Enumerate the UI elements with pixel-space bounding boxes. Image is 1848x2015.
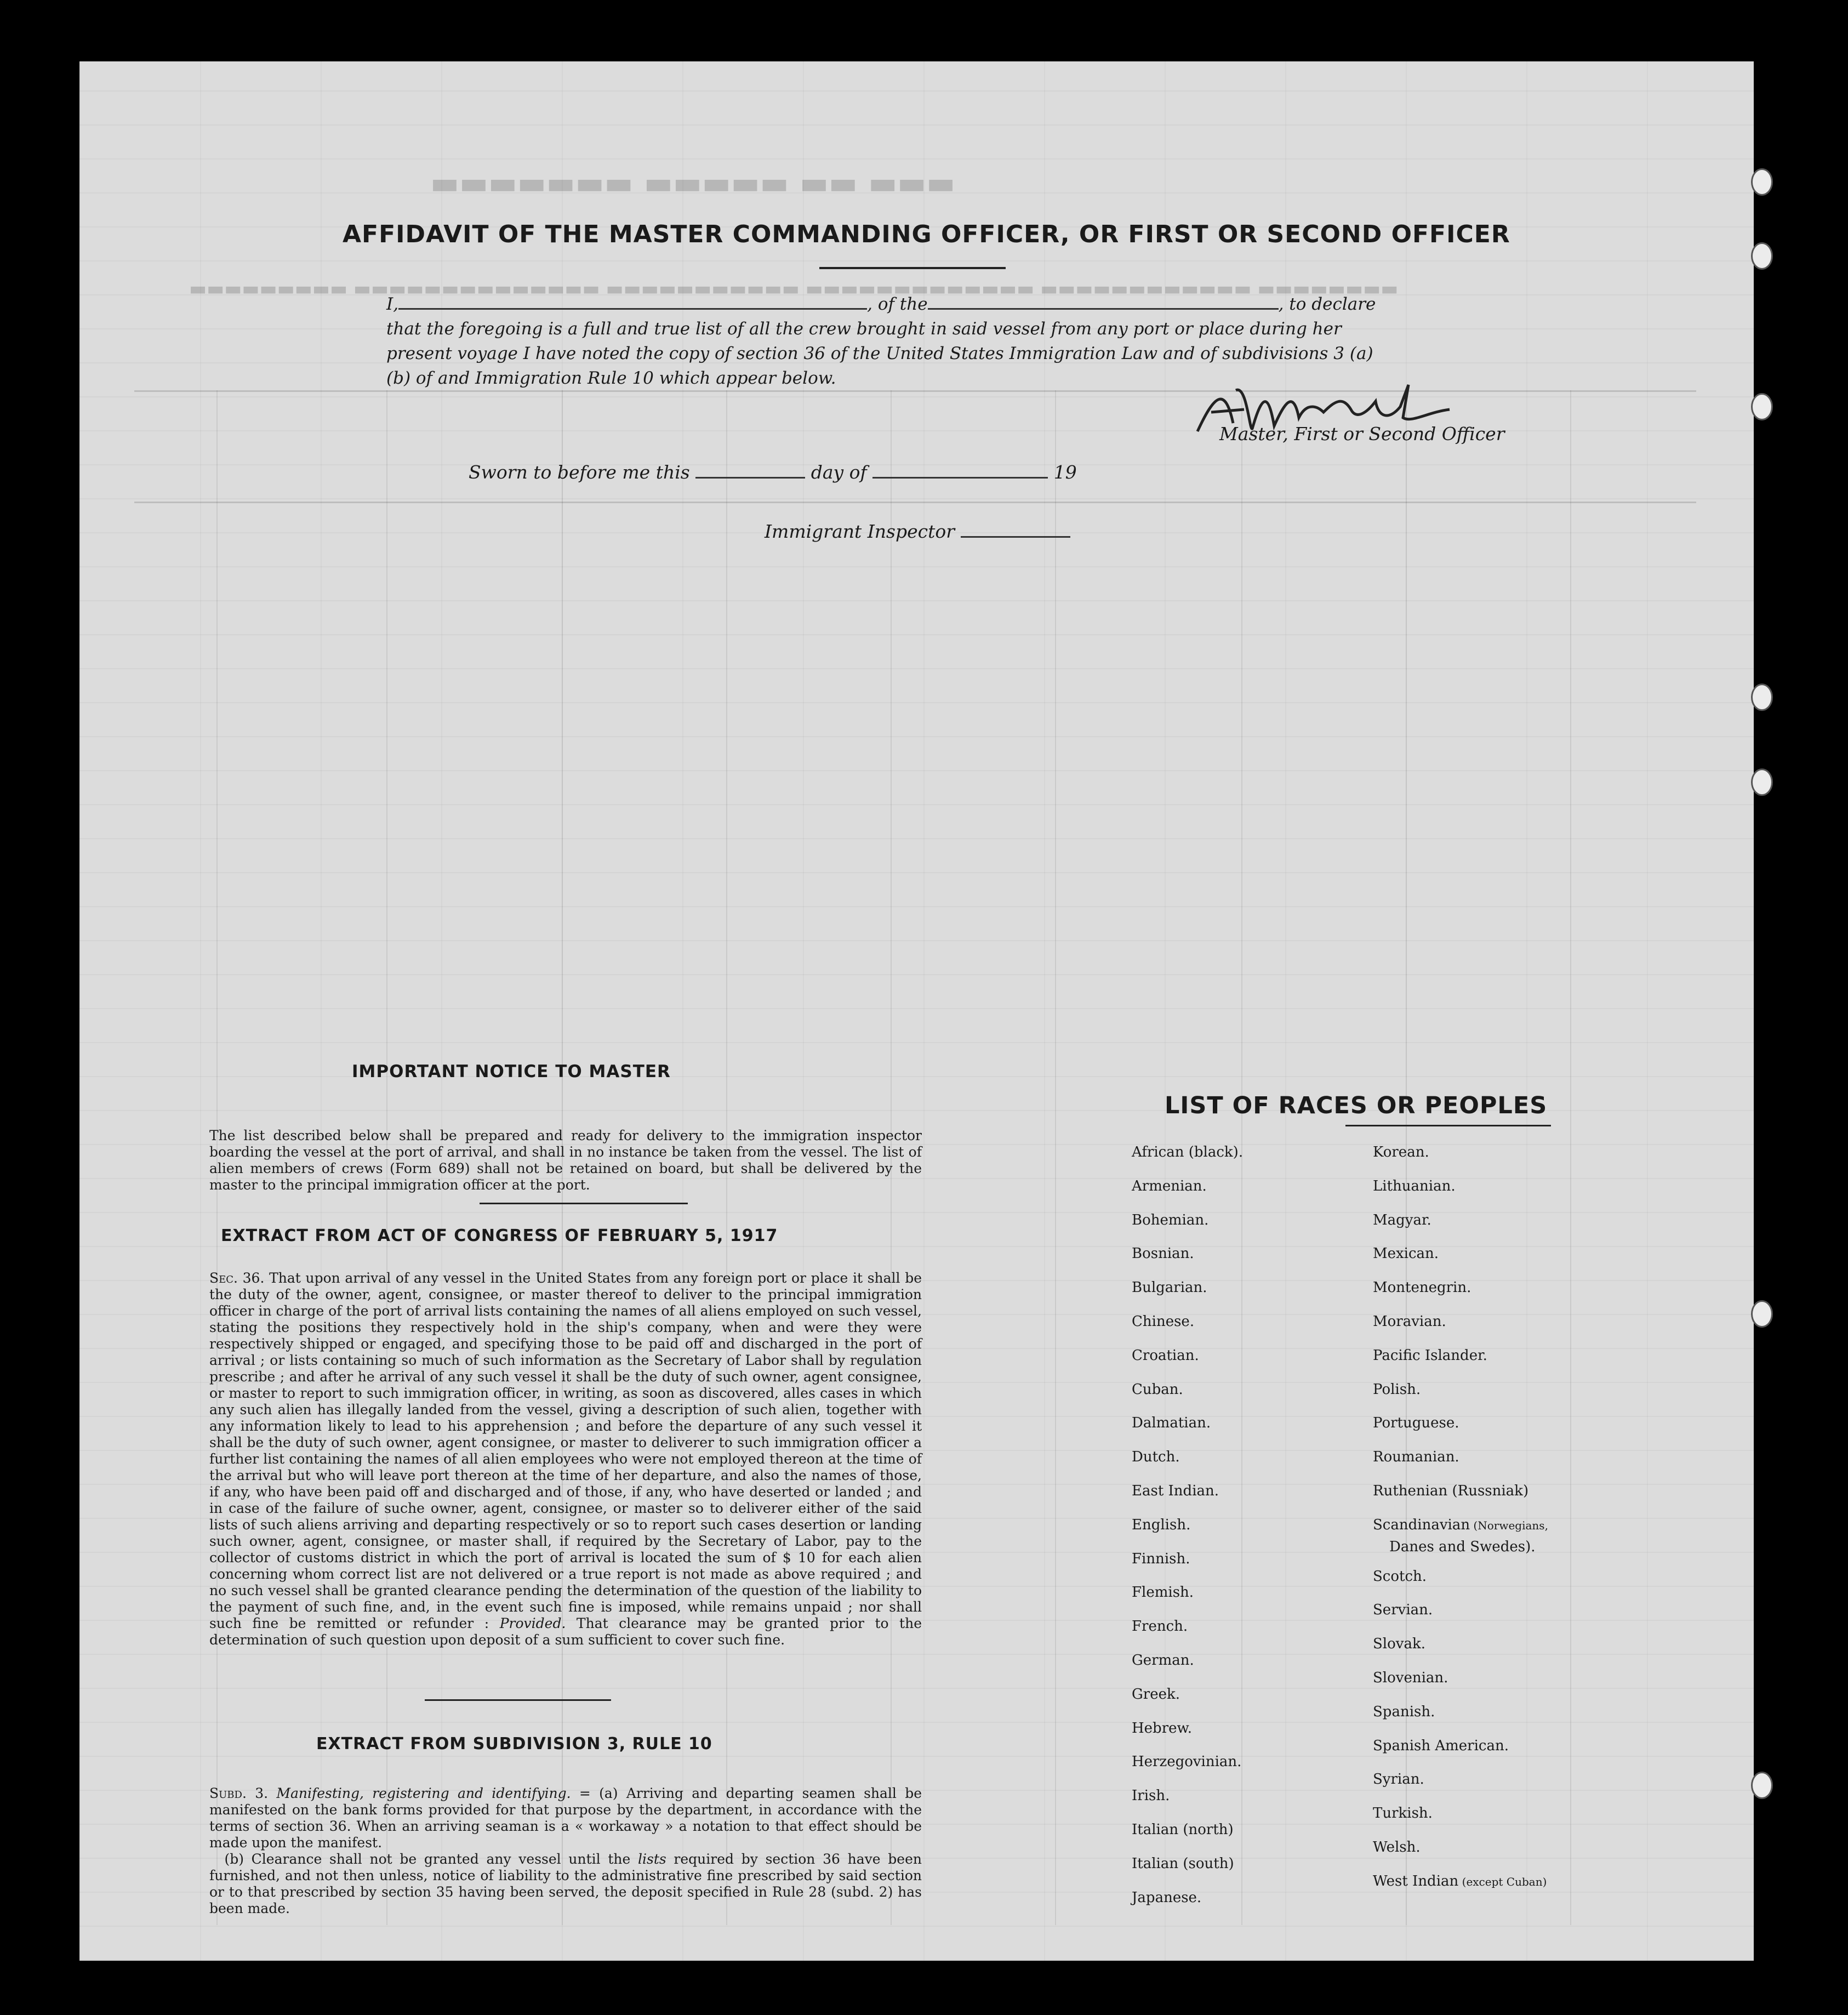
declaration-line-1 bbox=[386, 294, 1376, 314]
race-name: Mexican. bbox=[1373, 1245, 1439, 1262]
race-item bbox=[1373, 1704, 1435, 1720]
race-name: Lithuanian. bbox=[1373, 1178, 1456, 1194]
race-item bbox=[1373, 1279, 1471, 1296]
race-item: English. bbox=[1132, 1517, 1191, 1533]
divider bbox=[819, 267, 1006, 269]
race-name: Moravian. bbox=[1373, 1313, 1446, 1330]
binder-hole bbox=[1751, 393, 1773, 420]
race-name: Scotch. bbox=[1373, 1568, 1427, 1585]
race-item: Croatian. bbox=[1132, 1347, 1199, 1364]
subdivision-label: Subd. 3. bbox=[209, 1785, 269, 1801]
race-name: Korean. bbox=[1373, 1144, 1429, 1160]
rule-extract-title: EXTRACT FROM SUBDIVISION 3, RULE 10 bbox=[316, 1734, 712, 1754]
race-name: Ruthenian (Russniak) bbox=[1373, 1483, 1529, 1499]
inspector-line bbox=[765, 521, 1070, 542]
race-name: Roumanian. bbox=[1373, 1449, 1459, 1465]
race-item bbox=[1373, 1449, 1459, 1465]
notice-text: The list described below shall be prepared and ready for delivery to the immigration inspector boarding the vessel at the port of arrival, and shall in no instance be taken from the vessel. The list of alien members of crews (Form 689) shall not be retained on board, but shall be delivered by the master to the principal immigration officer at the port. bbox=[209, 1128, 922, 1193]
race-item bbox=[1373, 1805, 1433, 1822]
race-item: Italian (north) bbox=[1132, 1822, 1234, 1838]
race-item bbox=[1373, 1771, 1424, 1788]
sworn-text: Sworn to before me this bbox=[469, 462, 690, 483]
inspector-blank bbox=[961, 536, 1070, 538]
section-text: That upon arrival of any vessel in the United States from any foreign port or place it shall be the duty of the owner, agent, consignee, or master thereof to deliver to the principal immigration officer in charge of the port of arrival lists containing the names of all aliens employed on such vessel, stating the positions they respectively hold in the ship's company, when and were they were respectively shipped or engaged, and specifying those to be paid off and discharged in the port of arrival ; or lists containing so much of such information as the Secretary of Labor shall by regulation prescribe ; and after he arrival of any such vessel it shall be the duty of such owner, agent consignee, or master to report to such immigration officer, in writing, as soon as discovered, alles cases in which any such alien has illegally landed from the vessel, giving a description of such alien, together with any information likely to lead to his apprehension ; and before the departure of any such vessel it shall be the duty of such owner, agent consignee, or master to deliverer to such immigration officer a further list containing the names of all alien employees who were not employed thereon at the time of the arrival but who will leave port thereon at the time of her departure, and also the names of those, if any, who have been paid off and discharged and of those, if any, who have deserted or landed ; and in case of the failure of suche owner, agent, consignee, or master so to deliverer either of the said lists of such aliens arriving and departing respectively or so to report such cases desertion or landing such owner, agent, consignee, or master shall, if required by the Secretary of Labor, pay to the collector of customs district in which the port of arrival is located the sum of $ 10 for each alien concerning whom correct list are not delivered or a true report is not made as above required ; and no such vessel shall be granted clearance pending the determination of the question of the liability to the payment of such fine, and, in the event such fine is imposed, while remains unpaid ; nor shall such fine be remitted or refunder : bbox=[209, 1270, 922, 1631]
show-through-heading: ▬▬▬ ▬▬ ▬▬▬▬▬ ▬▬▬▬▬▬▬ bbox=[430, 166, 955, 201]
race-item: Dutch. bbox=[1132, 1449, 1180, 1465]
race-name: Spanish. bbox=[1373, 1704, 1435, 1720]
race-item: Cuban. bbox=[1132, 1381, 1183, 1398]
show-through-rule bbox=[1055, 390, 1056, 1925]
race-note: (Norwegians, bbox=[1470, 1519, 1548, 1532]
subdivision-text-b: (b) Clearance shall not be granted any vessel until the bbox=[224, 1851, 631, 1867]
race-item bbox=[1373, 1415, 1459, 1431]
race-note: (except Cuban) bbox=[1458, 1875, 1547, 1888]
subdivision-heading: Manifesting, registering and identifying. bbox=[276, 1785, 571, 1801]
race-item: Italian (south) bbox=[1132, 1855, 1234, 1872]
race-item: Chinese. bbox=[1132, 1313, 1195, 1330]
race-name: Scandinavian bbox=[1373, 1517, 1470, 1533]
declaration-line-3: present voyage I have noted the copy of section 36 of the United States Immigration Law and of subdivisions 3 (a) bbox=[386, 344, 1373, 363]
rule-extract-text-a bbox=[209, 1785, 922, 1851]
affidavit-title: AFFIDAVIT OF THE MASTER COMMANDING OFFICER, OR FIRST OR SECOND OFFICER bbox=[343, 220, 1510, 248]
document-page bbox=[79, 61, 1754, 1961]
divider bbox=[480, 1203, 688, 1204]
race-name: Syrian. bbox=[1373, 1771, 1424, 1788]
race-item bbox=[1373, 1873, 1547, 1889]
race-item: Herzegovinian. bbox=[1132, 1754, 1242, 1770]
race-name: Turkish. bbox=[1373, 1805, 1433, 1822]
declaration-of-the: , of the bbox=[867, 294, 928, 314]
race-item: French. bbox=[1132, 1618, 1188, 1635]
month-blank bbox=[872, 477, 1048, 479]
declaration-i: I, bbox=[386, 294, 399, 314]
subdivision-text-b-end: required by section 36 have been furnished, and not then unless, notice of liability to the administrative fine prescribed by said section or to that prescribed by section 35 having been served, the deposit specified in Rule 28 (subd. 2) has been made. bbox=[209, 1851, 922, 1916]
race-item bbox=[1373, 1636, 1425, 1652]
lists-word: lists bbox=[638, 1851, 666, 1867]
race-name: Servian. bbox=[1373, 1602, 1433, 1618]
race-item: Armenian. bbox=[1132, 1178, 1207, 1194]
race-name: Pacific Islander. bbox=[1373, 1347, 1487, 1364]
act-extract-title: EXTRACT FROM ACT OF CONGRESS OF FEBRUARY 5, 1917 bbox=[221, 1226, 778, 1245]
race-item bbox=[1373, 1381, 1421, 1398]
day-of-text: day of bbox=[811, 462, 867, 483]
race-item bbox=[1373, 1517, 1548, 1533]
day-blank bbox=[695, 477, 805, 479]
signature-role-label: Master, First or Second Officer bbox=[1219, 423, 1505, 445]
race-name: Slovak. bbox=[1373, 1636, 1425, 1652]
race-item bbox=[1373, 1178, 1456, 1194]
binder-hole bbox=[1751, 769, 1773, 796]
section-label: Sec. 36. bbox=[209, 1270, 265, 1286]
binder-hole bbox=[1751, 684, 1773, 711]
provided-label: Provided. bbox=[499, 1615, 566, 1631]
race-item: Bulgarian. bbox=[1132, 1279, 1207, 1296]
races-title: LIST OF RACES OR PEOPLES bbox=[1165, 1092, 1548, 1119]
inspector-label: Immigrant Inspector bbox=[765, 521, 955, 542]
race-item: Bohemian. bbox=[1132, 1212, 1209, 1228]
rule-extract-text-b bbox=[209, 1851, 922, 1917]
race-item bbox=[1373, 1313, 1446, 1330]
race-item bbox=[1373, 1483, 1528, 1499]
scandinavian-note-2: Danes and Swedes). bbox=[1389, 1539, 1536, 1555]
show-through-rule bbox=[1570, 390, 1571, 1925]
binder-hole bbox=[1751, 1300, 1773, 1328]
race-item: German. bbox=[1132, 1652, 1194, 1669]
race-item: Japanese. bbox=[1132, 1889, 1202, 1906]
race-item bbox=[1373, 1670, 1448, 1686]
notice-title: IMPORTANT NOTICE TO MASTER bbox=[352, 1062, 671, 1082]
race-name: Slovenian. bbox=[1373, 1670, 1448, 1686]
race-item: Finnish. bbox=[1132, 1551, 1190, 1567]
divider bbox=[425, 1699, 611, 1701]
race-item: Hebrew. bbox=[1132, 1720, 1192, 1737]
sworn-statement bbox=[469, 462, 1077, 483]
race-item: African (black). bbox=[1132, 1144, 1244, 1160]
declaration-line-2: that the foregoing is a full and true list of all the crew brought in said vessel from any port or place during her bbox=[386, 319, 1342, 339]
section-text-end: That clearance may be granted prior to the determination of such question upon deposit of a sum sufficient to cover such fine. bbox=[209, 1615, 922, 1648]
race-name: Spanish American. bbox=[1373, 1738, 1509, 1754]
name-blank bbox=[398, 308, 867, 310]
show-through-text: ▬▬▬▬▬▬▬▬ ▬▬▬▬▬▬▬▬▬▬▬▬ ▬▬▬▬▬▬▬▬▬▬▬▬▬ ▬▬▬▬▬▬▬▬▬▬▬ ▬▬▬▬▬▬▬▬▬▬▬▬▬▬ ▬▬▬▬▬▬▬▬▬ bbox=[189, 278, 1399, 300]
declaration-to-declare: , to declare bbox=[1278, 294, 1376, 314]
race-item: Bosnian. bbox=[1132, 1245, 1194, 1262]
race-item bbox=[1373, 1144, 1429, 1160]
year-prefix: 19 bbox=[1053, 462, 1077, 483]
show-through-table-header bbox=[134, 390, 1696, 503]
subdivision-text-a: = (a) Arriving and departing seamen shall be manifested on the bank forms provided for that purpose by the department, in accordance with the terms of section 36. When an arriving seaman is a « workaway » a notation to that effect should be made upon the manifest. bbox=[209, 1785, 922, 1851]
race-name: Polish. bbox=[1373, 1381, 1421, 1398]
race-item bbox=[1373, 1602, 1433, 1618]
divider bbox=[1345, 1125, 1551, 1126]
race-item bbox=[1373, 1738, 1509, 1754]
race-item: Irish. bbox=[1132, 1788, 1170, 1804]
vessel-blank bbox=[928, 308, 1279, 310]
race-item bbox=[1373, 1212, 1431, 1228]
race-name: Welsh. bbox=[1373, 1839, 1421, 1855]
binder-hole bbox=[1751, 242, 1773, 270]
race-name: Portuguese. bbox=[1373, 1415, 1459, 1431]
act-extract-text bbox=[209, 1270, 922, 1648]
race-item bbox=[1373, 1347, 1487, 1364]
race-item: Greek. bbox=[1132, 1686, 1180, 1703]
race-item: Flemish. bbox=[1132, 1584, 1194, 1601]
race-name: Montenegrin. bbox=[1373, 1279, 1471, 1296]
race-item: Dalmatian. bbox=[1132, 1415, 1211, 1431]
race-name: Magyar. bbox=[1373, 1212, 1431, 1228]
race-item bbox=[1373, 1839, 1421, 1855]
binder-hole bbox=[1751, 1772, 1773, 1799]
binder-hole bbox=[1751, 168, 1773, 196]
race-item bbox=[1373, 1245, 1439, 1262]
race-item: East Indian. bbox=[1132, 1483, 1219, 1499]
race-item bbox=[1373, 1568, 1427, 1585]
declaration-line-4: (b) of and Immigration Rule 10 which appear below. bbox=[386, 368, 836, 388]
race-name: West Indian bbox=[1373, 1873, 1459, 1889]
